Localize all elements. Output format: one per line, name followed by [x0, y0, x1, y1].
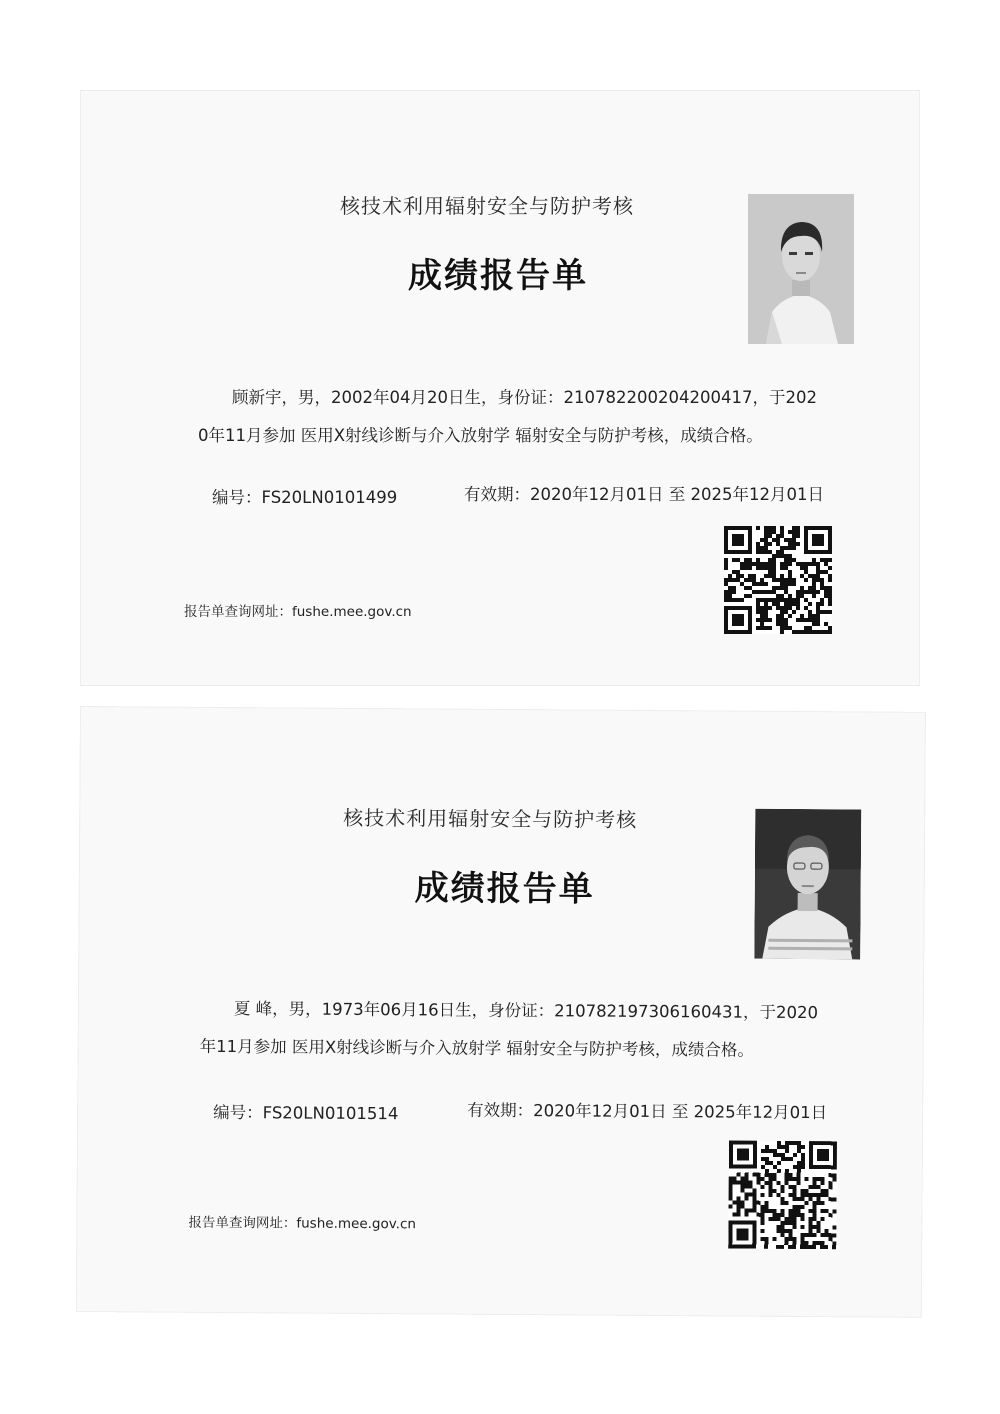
serial-value: FS20LN0101514 — [262, 1103, 399, 1124]
person-photo-icon — [748, 194, 854, 344]
query-address — [184, 600, 412, 620]
query-url: fushe.mee.gov.cn — [296, 1215, 417, 1233]
validity-value: 2020年12月01日 至 2025年12月01日 — [533, 1101, 828, 1123]
report-sheet-2 — [76, 706, 926, 1318]
qr-code-icon — [724, 526, 832, 634]
report-subtitle: 核技术利用辐射安全与防护考核 — [340, 194, 634, 218]
serial-number — [213, 1099, 398, 1124]
validity-period — [464, 481, 824, 505]
query-address — [188, 1211, 416, 1233]
person-photo-icon — [754, 809, 861, 960]
report-body-line-2: 年11月参加 医用X射线诊断与介入放射学 辐射安全与防护考核，成绩合格。 — [199, 1036, 754, 1060]
report-body-line-2: 0年11月参加 医用X射线诊断与介入放射学 辐射安全与防护考核，成绩合格。 — [198, 426, 763, 445]
validity-label: 有效期： — [464, 485, 530, 504]
report-body-line-1: 顾新宇，男，2002年04月20日生，身份证：210782200204200417，于202 — [232, 388, 817, 407]
report-title: 成绩报告单 — [408, 256, 588, 296]
report-body-line-1: 夏 峰，男，1973年06月16日生，身份证：210782197306160431，于2020 — [233, 999, 819, 1023]
serial-label: 编号： — [212, 488, 262, 507]
report-sheet-1 — [80, 90, 920, 686]
id-photo — [748, 194, 854, 344]
query-label: 报告单查询网址： — [188, 1214, 297, 1232]
qr-code-icon — [728, 1141, 837, 1250]
validity-value: 2020年12月01日 至 2025年12月01日 — [530, 485, 824, 504]
query-label: 报告单查询网址： — [184, 604, 292, 620]
serial-label: 编号： — [213, 1102, 263, 1123]
report-title: 成绩报告单 — [414, 868, 595, 910]
validity-period — [467, 1097, 827, 1124]
serial-number — [212, 484, 397, 508]
id-photo — [754, 809, 861, 960]
validity-label: 有效期： — [467, 1100, 534, 1121]
report-subtitle: 核技术利用辐射安全与防护考核 — [343, 805, 638, 832]
query-url: fushe.mee.gov.cn — [292, 604, 412, 620]
serial-value: FS20LN0101499 — [261, 488, 398, 507]
